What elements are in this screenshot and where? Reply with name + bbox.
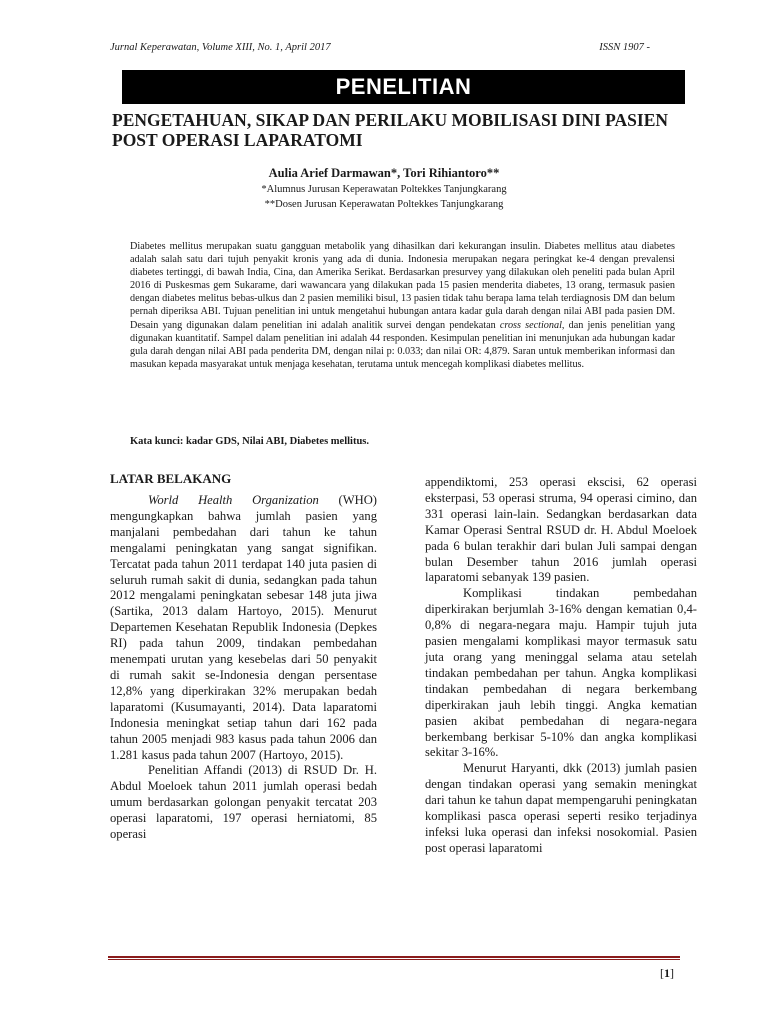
section-banner: PENELITIAN: [122, 70, 685, 104]
section-heading: LATAR BELAKANG: [110, 471, 232, 486]
abstract-italic-term: cross sectional: [499, 319, 562, 331]
paragraph: Penelitian Affandi (2013) di RSUD Dr. H. Abdul Moeloek tahun 2011 jumlah operasi bedah umum berdasarkan golongan penyakit tercatat 203 operasi laparatomi, 197 operasi herniatomi, 85 operasi: [110, 763, 377, 842]
paragraph: appendiktomi, 253 operasi ekscisi, 62 operasi eksterpasi, 53 operasi struma, 94 operasi cimino, dan 331 operasi lain-lain. Sedangkan berdasarkan data Kamar Operasi Sentral RSUD dr. H. Abdul Moeloek pada 6 bulan terakhir dari bulan Juli sampai dengan bulan Desember tahun 2016 jumlah operasi laparatomi sebanyak 139 pasien.: [425, 475, 697, 585]
page-number-value: 1: [664, 966, 670, 980]
authors: Aulia Arief Darmawan*, Tori Rihiantoro**: [268, 166, 500, 180]
paragraph: Menurut Haryanti, dkk (2013) jumlah pasien dengan tindakan operasi yang semakin meningkat dari tahun ke tahun dapat mempengaruhi peningkatan komplikasi pasca operasi seperti resiko terjadinya infeksi luka operasi dan infeksi nosokomial. Pasien post operasi laparatomi: [425, 761, 697, 855]
running-header: [110, 42, 650, 53]
paragraph: Komplikasi tindakan pembedahan diperkirakan berjumlah 3-16% dengan kematian 0,4-0,8% di negara-negara maju. Hampir tujuh juta pasien mengalami komplikasi mayor termasuk satu juta orang yang meninggal selama atau setelah tindakan pembedahan per tahun. Angka komplikasi tindakan pembedahan di negara berkembang diperkirakan jauh lebih tinggi. Angka kematian pasien akibat pembedahan di negara-negara berkembang berkisar 5-10% dan angka komplikasi sekitar 3-16%.: [425, 586, 697, 760]
affiliation-1: *Alumnus Jurusan Keperawatan Poltekkes Tanjungkarang: [261, 184, 507, 195]
abstract-text-part1: Diabetes mellitus merupakan suatu gangguan metabolik yang dihasilkan dari kekurangan insulin. Diabetes mellitus atau diabetes adalah salah satu dari tujuh penyakit kronis yang ada di dunia. Indonesia merupakan negara peringkat ke-4 dengan prevalensi diabetes tertinggi, di bawah India, Cina, dan Amerika Serikat. Berdasarkan presurvey yang dilakukan oleh peneliti pada bulan April 2016 di Puskesmas gem Sukarame, dari wawancara yang dilakukan pada 15 pasien menderita diabetes, 13 orang, termasuk pasien dengan diabetes melitus bebas-ulkus dan 2 pasien memiliki bisul, 13 pasien tidak tahu berapa lama telah terdiagnosis DM dan belum pernah diperiksa ABI. Tujuan penelitian ini untuk mengetahui hubungan antara kadar gula darah dengan nilai ABI pada pasien DM. Desain yang digunakan dalam penelitian ini adalah analitik survei dengan pendekatan: [130, 241, 675, 331]
right-column: [425, 475, 697, 857]
paragraph-italic: World Health Organization: [148, 493, 319, 507]
left-column: [110, 471, 377, 843]
issn: ISSN 1907 -: [599, 42, 650, 53]
paragraph-text: (WHO) mengungkapkan bahwa jumlah pasien yang manjalani pembedahan dari tahun ke tahun mengalami peningkatan yang sangat signifikan. Tercatat pada tahun 2011 terdapat 140 juta pasien di seluruh rumah sakit di dunia, sedangkan pada tahun 2012 mengalami peningkatan sebesar 148 juta jiwa (Sartika, 2013 dalam Hartoyo, 2015). Menurut Departemen Kesehatan Republik Indonesia (Depkes RI) pada tahun 2009, tindakan pembedahan menempati urutan yang kesebelas dari 50 penyakit di rumah sakit se-Indonesia dengan persentase 12,8% yang diperkirakan 32% merupakan bedah laparatomi (Kusumayanti, 2014). Data laparatomi Indonesia meningkat setiap tahun dari 162 pada tahun 2005 menjadi 983 kasus pada tahun 2006 dan 1.281 kasus pada tahun 2007 (Hartoyo, 2015).: [110, 493, 377, 762]
abstract-text-part2: , dan jenis penelitian yang digunakan kuantitatif. Sampel dalam penelitian ini adalah 44 responden. Kesimpulan penelitian ini menunjukan ada hubungan kadar gula darah dengan nilai ABI pada penderita DM, dengan nilai p: 0.033; dan nilai OR: 4,879. Saran untuk memberikan informasi dan masukan kepada masyarakat untuk menjaga kesehatan, terutama untuk mencegah komplikasi diabetes mellitus.: [130, 319, 675, 370]
paragraph: [110, 493, 377, 763]
keywords: Kata kunci: kadar GDS, Nilai ABI, Diabetes mellitus.: [130, 436, 369, 447]
journal-citation: Jurnal Keperawatan, Volume XIII, No. 1, April 2017: [110, 42, 331, 53]
page-number: [1]: [660, 966, 674, 980]
footer-rule: [108, 956, 680, 960]
abstract: [130, 240, 675, 371]
affiliation-2: **Dosen Jurusan Keperawatan Poltekkes Tanjungkarang: [264, 199, 504, 210]
article-title: PENGETAHUAN, SIKAP DAN PERILAKU MOBILISASI DINI PASIEN POST OPERASI LAPARATOMI: [112, 110, 669, 150]
